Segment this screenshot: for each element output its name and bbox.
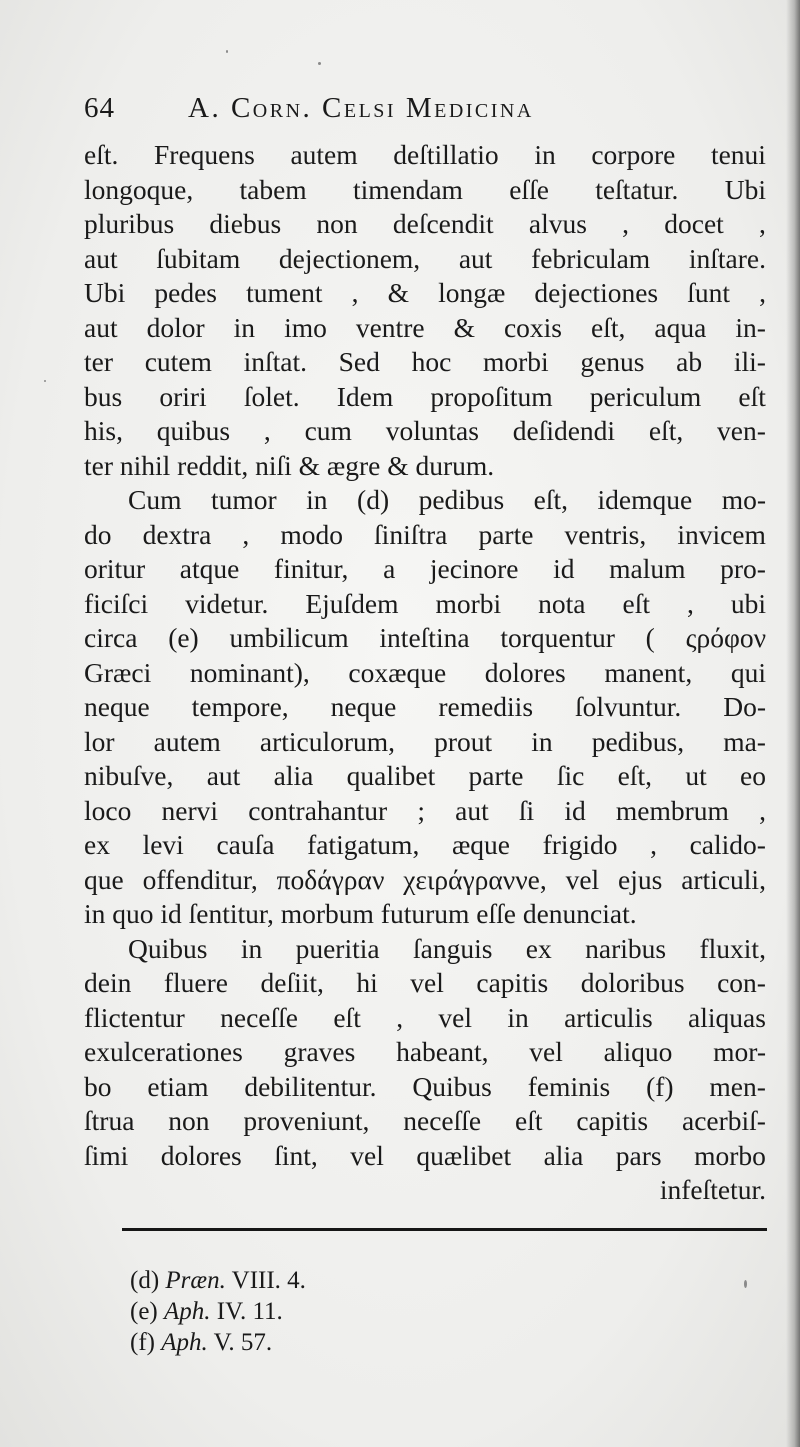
text-line	[84, 621, 766, 656]
word: atque	[179, 553, 240, 584]
paper-speck	[226, 50, 228, 53]
word: idemque	[597, 484, 693, 515]
word: nibuſve,	[84, 760, 174, 791]
word: neque	[84, 691, 150, 722]
word: ;	[417, 794, 425, 826]
word: χειράγραννe,	[403, 863, 547, 895]
word: autem	[153, 725, 221, 757]
word: ,	[396, 1001, 404, 1033]
word: aliquo	[603, 1036, 673, 1067]
word: nervi	[161, 794, 219, 826]
word: Ubi	[84, 277, 126, 308]
word: pedes	[154, 277, 217, 308]
footnote-d: (d) Præn. VIII. 4.	[130, 1267, 306, 1294]
text-line	[84, 1070, 766, 1105]
word: id	[564, 794, 586, 826]
word: finitur,	[273, 553, 349, 584]
word: aliquas	[688, 1001, 766, 1033]
word: naribus	[585, 932, 667, 964]
word: dolores	[160, 1139, 242, 1171]
word: febriculam	[531, 242, 651, 274]
word: coxæque	[348, 656, 447, 688]
word: Græci	[84, 656, 152, 688]
word: debilitentur.	[244, 1070, 377, 1102]
word: ſtrua	[84, 1105, 135, 1136]
word: Quibus	[412, 1070, 492, 1102]
text-line	[84, 138, 766, 173]
word: eſt,	[617, 760, 652, 791]
word: Sed	[338, 346, 380, 377]
word: contrahantur	[248, 794, 388, 826]
word: lor	[84, 725, 115, 757]
footnote-f: (f) Aph. V. 57.	[130, 1329, 273, 1356]
word: proveniunt,	[243, 1105, 370, 1136]
word: graves	[283, 1036, 356, 1067]
word: non	[316, 208, 358, 239]
word: pluribus	[84, 208, 175, 239]
word: dolor	[146, 311, 205, 343]
word: ſolvuntur.	[575, 691, 682, 722]
word: docet	[664, 208, 724, 239]
word: fluxit,	[699, 932, 766, 964]
word: inſtat.	[243, 346, 307, 377]
text-line	[84, 518, 766, 553]
word: dejectiones	[534, 277, 659, 308]
word: diebus	[209, 208, 282, 239]
word: dolores	[484, 656, 566, 688]
word: bus	[84, 380, 123, 412]
paper-speck	[318, 62, 321, 65]
word: Cum	[128, 484, 182, 515]
word: (e)	[168, 622, 199, 653]
word: coxis	[503, 311, 563, 343]
word: offenditur,	[142, 863, 258, 895]
word: dein	[84, 967, 132, 998]
word: hi	[356, 967, 378, 998]
text-line	[84, 587, 766, 622]
text-line	[84, 1035, 766, 1070]
word: dextra	[142, 518, 212, 550]
word: nominant),	[189, 656, 310, 688]
word: neque	[330, 691, 397, 722]
word: membrum	[615, 794, 729, 826]
word: Idem	[336, 380, 394, 412]
word: con-	[717, 967, 766, 998]
word: ſic	[556, 760, 585, 791]
word: teſtatur.	[595, 173, 679, 205]
word: manent,	[604, 656, 693, 688]
word: ſanguis	[412, 932, 493, 964]
text-line	[84, 828, 766, 863]
word: ,	[263, 415, 271, 446]
word: qualibet	[346, 760, 436, 791]
word: circa	[84, 622, 138, 653]
word: ποδάγραν	[276, 863, 385, 895]
word: genus	[580, 346, 645, 377]
word: propoſitum	[430, 380, 553, 412]
word: ven-	[717, 415, 766, 446]
word: in	[507, 1001, 529, 1033]
text-line	[84, 311, 766, 346]
text-line	[84, 207, 766, 242]
word: ut	[685, 760, 707, 791]
word: his,	[84, 415, 123, 446]
word: eſt,	[648, 415, 684, 446]
word: umbilicum	[229, 622, 349, 653]
word: videtur.	[185, 587, 269, 619]
word: alia	[273, 760, 314, 791]
text-line	[84, 276, 766, 311]
word: ubi	[730, 587, 766, 619]
word: aut	[206, 760, 241, 791]
word: ma-	[723, 725, 766, 757]
word: ,	[759, 277, 766, 308]
text-line	[84, 414, 766, 449]
word: ventris,	[564, 518, 647, 550]
text-line	[84, 690, 766, 725]
word: eſt.	[84, 139, 119, 170]
word: Ejuſdem	[305, 587, 399, 619]
word: cauſa	[216, 829, 275, 860]
word: æque	[451, 829, 510, 860]
word: capitis	[476, 967, 549, 998]
word: jecinore	[429, 553, 519, 584]
word: torquentur	[500, 622, 615, 653]
word: deſtillatio	[393, 139, 499, 170]
text-line	[84, 759, 766, 794]
word: etiam	[147, 1070, 209, 1102]
word: capitis	[576, 1105, 649, 1136]
word: ex	[84, 829, 110, 860]
word: ab	[676, 346, 703, 377]
word: in	[531, 725, 553, 757]
word: fluere	[163, 967, 228, 998]
word: exulcerationes	[84, 1036, 243, 1067]
word: ςρόφον	[685, 622, 766, 653]
word: vel	[565, 863, 600, 895]
word: oritur	[84, 553, 146, 584]
word: calido-	[689, 829, 766, 860]
word: levi	[142, 829, 184, 860]
word: longæ	[438, 277, 506, 308]
word: eſt	[333, 1001, 361, 1033]
word: aut	[84, 311, 118, 343]
running-title: A. Corn. Celsi Medicina	[188, 92, 534, 124]
word: malum	[609, 553, 686, 584]
word: autem	[290, 139, 358, 170]
word: ejus	[618, 863, 663, 895]
word: pueritia	[295, 932, 380, 964]
word: tenui	[710, 139, 766, 170]
text-line	[84, 242, 766, 277]
word: (	[645, 622, 655, 653]
word: &	[453, 311, 475, 343]
word: vel	[529, 1036, 563, 1067]
word: tempore,	[191, 691, 289, 722]
word: deſidendi	[512, 415, 616, 446]
text-line	[84, 483, 766, 518]
word: dejectionem,	[278, 242, 421, 274]
word: ſint,	[274, 1139, 318, 1171]
text-line	[84, 932, 766, 967]
word: periculum	[589, 380, 702, 412]
word: aut	[458, 242, 493, 274]
word: eſt	[514, 1105, 543, 1136]
text-line	[84, 1001, 766, 1036]
paper-speck	[744, 1280, 747, 1288]
word: alvus	[528, 208, 587, 239]
text-line	[84, 1104, 766, 1139]
word: ſimi	[84, 1139, 129, 1171]
word: eſſe	[509, 173, 549, 205]
word: inſtare.	[688, 242, 766, 274]
word: neceſſe	[220, 1001, 298, 1033]
word: articuli,	[681, 863, 766, 895]
word: in-	[735, 311, 766, 343]
word: feminis	[527, 1070, 611, 1102]
text-line	[84, 656, 766, 691]
word: a	[383, 553, 396, 584]
word: nota	[538, 587, 586, 619]
word: eſt,	[533, 484, 569, 515]
word: mor-	[713, 1036, 766, 1067]
word: morbi	[435, 587, 502, 619]
word: non	[168, 1105, 210, 1136]
word: quælibet	[416, 1139, 512, 1171]
word: ,	[242, 518, 250, 550]
word: men-	[709, 1070, 766, 1102]
word: oriri	[159, 380, 207, 412]
footnotes	[130, 1265, 306, 1358]
word: Ubi	[724, 173, 766, 205]
text-line	[84, 173, 766, 208]
word: flictentur	[84, 1001, 185, 1033]
word: invicem	[677, 518, 766, 550]
word: neceſſe	[403, 1105, 482, 1136]
word: mo-	[721, 484, 766, 515]
word: Do-	[723, 691, 766, 722]
word: imo	[284, 311, 327, 343]
footnote-e: (e) Aph. IV. 11.	[130, 1298, 283, 1325]
word: pars	[615, 1139, 662, 1171]
word: ventre	[355, 311, 425, 343]
text-line	[84, 725, 766, 760]
word: ter	[84, 346, 114, 377]
word: articulis	[564, 1001, 653, 1033]
word: habeant,	[396, 1036, 489, 1067]
word: alia	[543, 1139, 584, 1171]
word: &	[387, 277, 409, 308]
word: in	[306, 484, 328, 515]
word: Frequens	[154, 139, 255, 170]
word: modo	[280, 518, 343, 550]
word: remediis	[438, 691, 534, 722]
word: eſt,	[591, 311, 626, 343]
main-text	[84, 138, 766, 1208]
word: aut	[455, 794, 489, 826]
word: ,	[759, 208, 766, 239]
word: parte	[468, 760, 524, 791]
word: pro-	[720, 553, 766, 584]
word: ,	[650, 829, 657, 860]
word: fatigatum,	[307, 829, 420, 860]
text-line	[84, 345, 766, 380]
word: inteſtina	[379, 622, 470, 653]
word: cutem	[144, 346, 212, 377]
footnote-rule	[122, 1228, 767, 1231]
text-line	[84, 1139, 766, 1174]
word: quibus	[156, 415, 231, 446]
word: do	[84, 518, 112, 550]
word: morbi	[482, 346, 549, 377]
word: corpore	[591, 139, 676, 170]
word: ,	[622, 208, 630, 239]
word: pedibus	[418, 484, 505, 515]
word: ſiniſtra	[374, 518, 448, 550]
word: deſcendit	[392, 208, 494, 239]
page-number: 64	[84, 92, 115, 124]
word: que	[84, 863, 124, 895]
text-line: in quo id ſentitur, morbum futurum eſſe denunciat.	[84, 898, 637, 929]
word: morbo	[694, 1139, 766, 1171]
word: in	[240, 932, 263, 964]
text-line: infeſtetur.	[659, 1174, 766, 1205]
text-line: ter nihil reddit, niſi & ægre & durum.	[84, 449, 495, 481]
word: ex	[525, 932, 552, 964]
word: vel	[350, 1139, 384, 1171]
word: eo	[740, 760, 766, 791]
word: eſt	[622, 587, 650, 619]
word: (d)	[357, 484, 390, 515]
word: deſiit,	[260, 967, 324, 998]
word: timendam	[352, 173, 463, 205]
word: vel	[438, 1001, 473, 1033]
word: acerbiſ-	[682, 1105, 766, 1136]
word: ili-	[733, 346, 766, 377]
word: qui	[730, 656, 766, 688]
word: aut	[84, 242, 118, 274]
word: in	[534, 139, 556, 170]
word: (f)	[646, 1070, 674, 1102]
word: ſunt	[687, 277, 731, 308]
word: ficiſci	[84, 587, 149, 619]
text-line	[84, 380, 766, 415]
word: tabem	[239, 173, 307, 205]
word: tument	[246, 277, 323, 308]
word: cum	[304, 415, 352, 446]
text-line	[84, 794, 766, 829]
word: bo	[84, 1070, 112, 1102]
running-header	[84, 92, 774, 132]
word: Quibus	[128, 932, 208, 964]
word: ſi	[518, 794, 535, 826]
word: parte	[478, 518, 534, 550]
word: ,	[759, 794, 766, 826]
word: longoque,	[84, 173, 194, 205]
word: ſubitam	[156, 242, 241, 274]
page-edge-shadow	[786, 0, 800, 1447]
word: aqua	[654, 311, 707, 343]
word: loco	[84, 794, 132, 826]
word: ,	[351, 277, 359, 308]
text-line	[84, 966, 766, 1001]
word: tumor	[210, 484, 277, 515]
word: voluntas	[385, 415, 479, 446]
word: pedibus,	[591, 725, 685, 757]
paper-speck	[44, 380, 46, 382]
word: vel	[410, 967, 444, 998]
word: in	[233, 311, 256, 343]
text-line	[84, 552, 766, 587]
word: eſt	[738, 380, 766, 412]
word: id	[553, 553, 575, 584]
word: articulorum,	[259, 725, 396, 757]
word: prout	[434, 725, 493, 757]
word: frigido	[542, 829, 618, 860]
text-line	[84, 863, 766, 898]
word: ,	[686, 587, 694, 619]
word: doloribus	[580, 967, 685, 998]
word: hoc	[411, 346, 452, 377]
word: ſolet.	[243, 380, 300, 412]
